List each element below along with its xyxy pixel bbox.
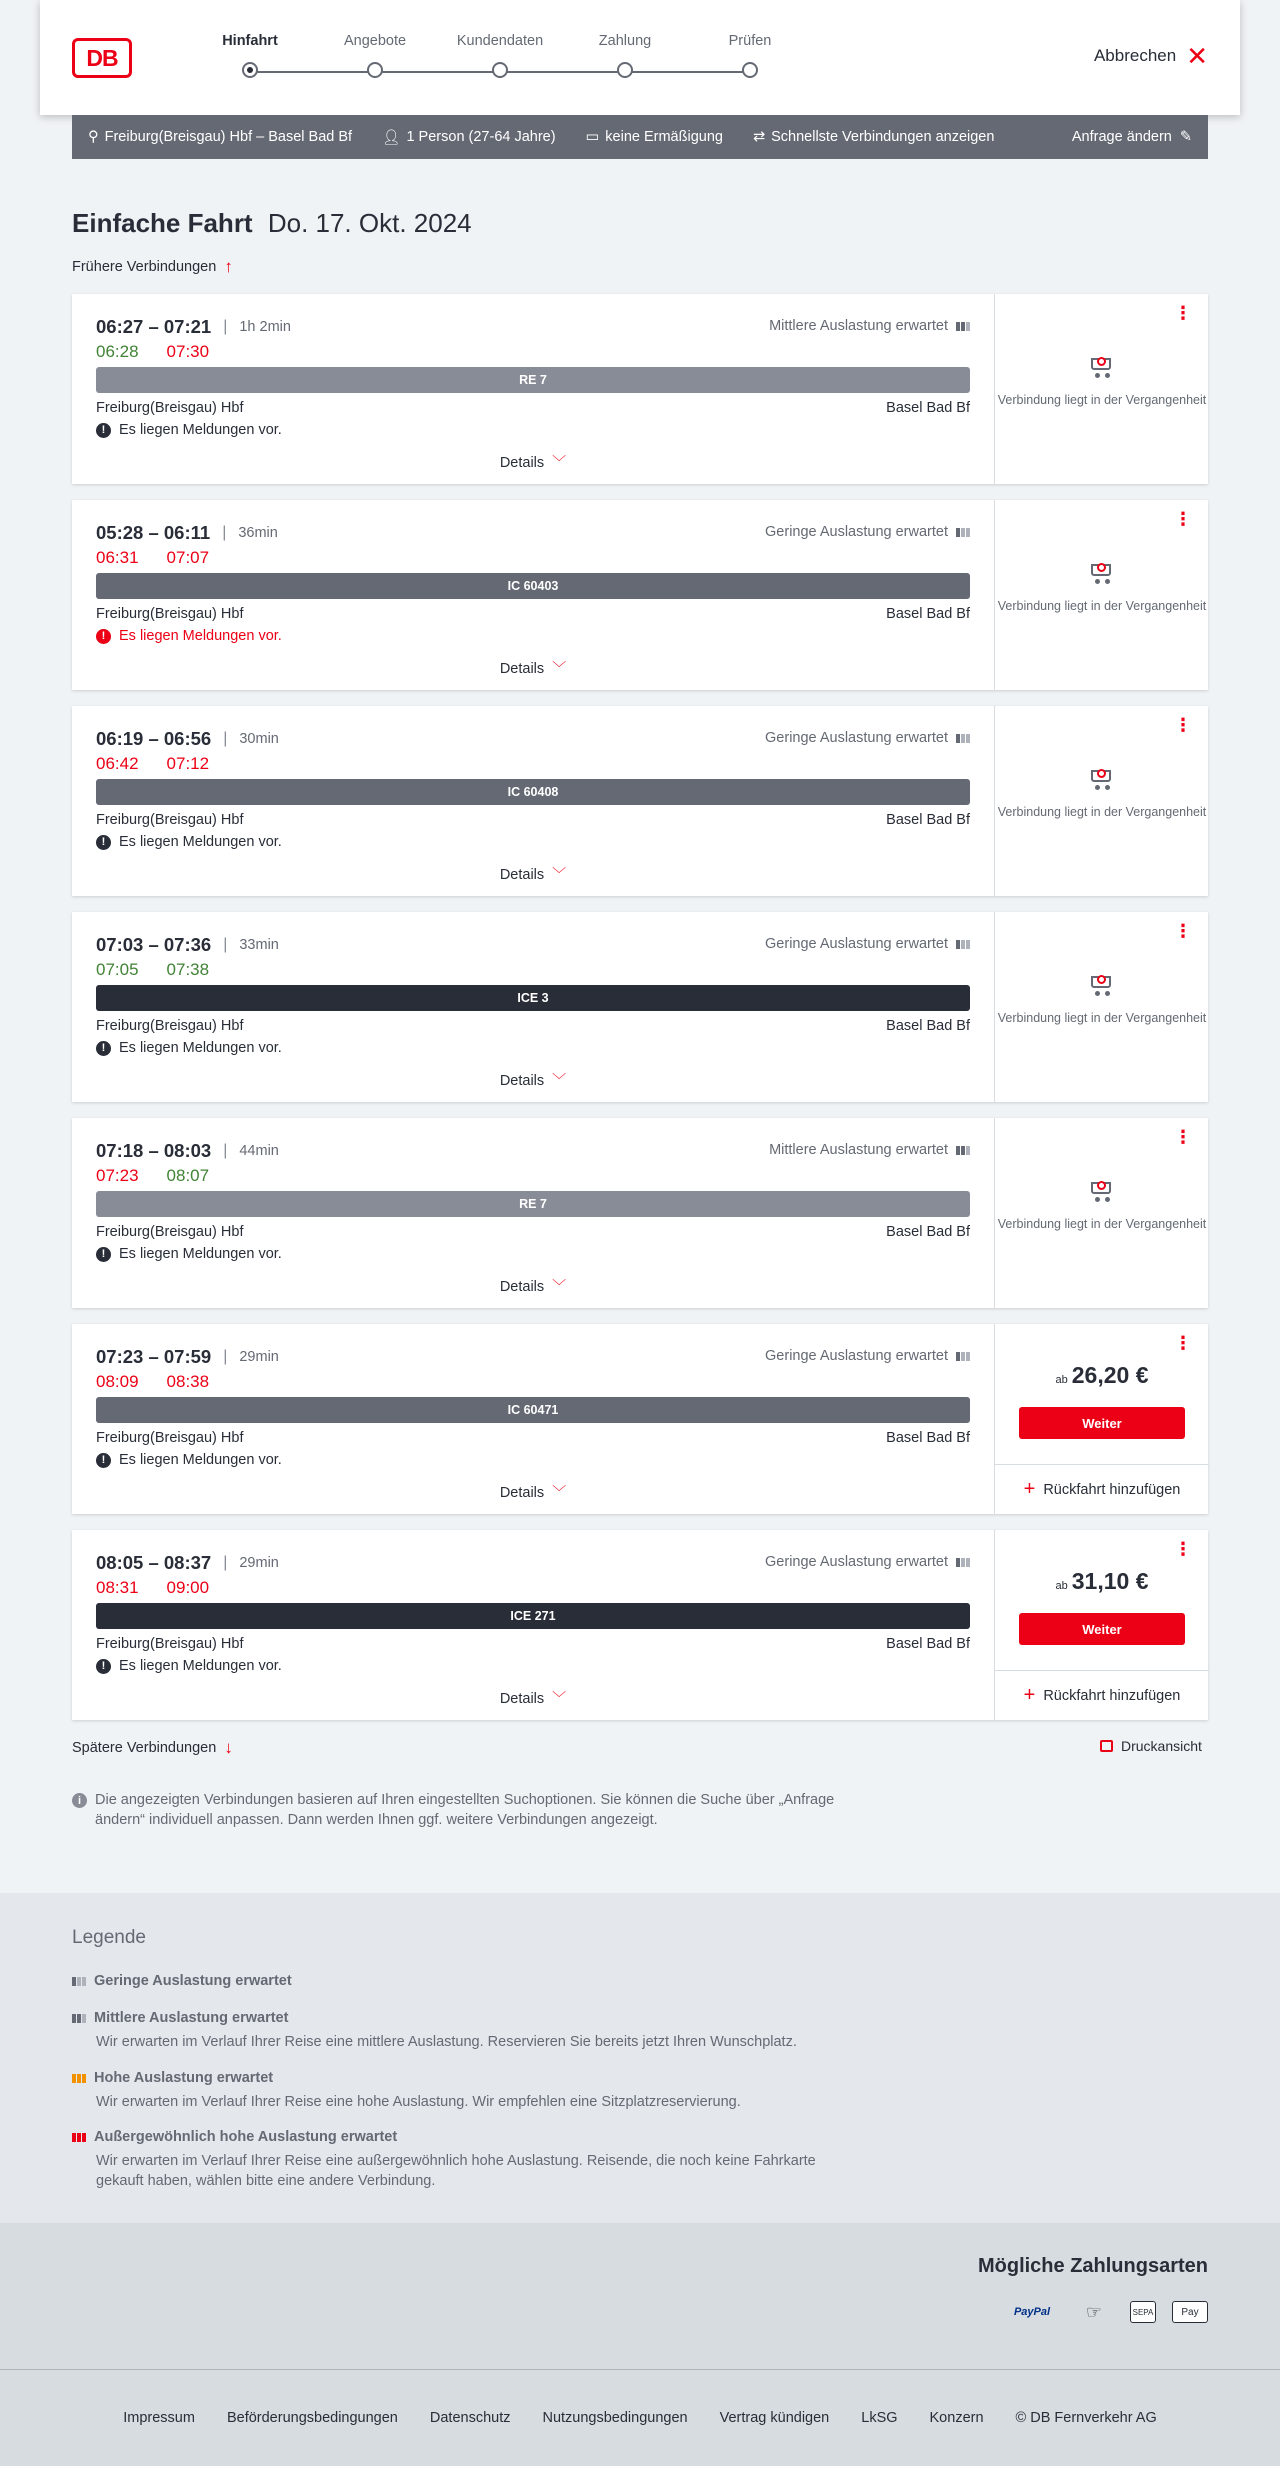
past-connection-text: Verbindung liegt in der Vergangenheit xyxy=(997,599,1207,613)
notice-message xyxy=(96,834,282,850)
train-bar[interactable]: RE 7 xyxy=(96,1191,970,1217)
arrival-station: Basel Bad Bf xyxy=(886,812,970,828)
details-toggle[interactable] xyxy=(96,1482,970,1502)
real-arrival: 08:07 xyxy=(166,1166,210,1185)
past-connection-text: Verbindung liegt in der Vergangenheit xyxy=(997,805,1207,819)
details-toggle[interactable] xyxy=(96,1276,970,1296)
edit-request-label: Anfrage ändern xyxy=(1071,129,1172,145)
notice-text: Es liegen Meldungen vor. xyxy=(119,1452,282,1468)
past-connection-notice xyxy=(995,972,1209,1026)
add-return-label: Rückfahrt hinzufügen xyxy=(1043,1687,1181,1704)
page-title xyxy=(72,208,472,239)
arrival-station: Basel Bad Bf xyxy=(886,1018,970,1034)
departure-station: Freiburg(Breisgau) Hbf xyxy=(96,606,244,622)
footer-link-konzern[interactable]: Konzern xyxy=(929,2410,984,2426)
departure-station: Freiburg(Breisgau) Hbf xyxy=(96,1636,244,1652)
arrival-station: Basel Bad Bf xyxy=(886,1636,970,1652)
details-toggle[interactable] xyxy=(96,1070,970,1090)
more-options-icon[interactable]: ⋮ xyxy=(1174,1333,1192,1353)
cancel-button[interactable] xyxy=(1093,41,1208,71)
planned-time-range: 07:23 – 07:59 xyxy=(96,1346,212,1367)
occupancy-info xyxy=(765,1554,970,1570)
offer-panel xyxy=(994,294,1208,484)
swap-arrows-icon: ⇄ xyxy=(752,129,766,145)
add-return-label: Rückfahrt hinzufügen xyxy=(1043,1481,1181,1498)
arrival-station: Basel Bad Bf xyxy=(886,1224,970,1240)
step-dot xyxy=(242,62,258,78)
legend-section xyxy=(0,1893,1280,2223)
details-label: Details xyxy=(499,1485,545,1501)
price xyxy=(995,1568,1209,1595)
planned-time-range: 06:19 – 06:56 xyxy=(96,728,212,749)
planned-times: 06:27 – 07:21 | 1h 2min xyxy=(96,316,291,337)
duration: 36min xyxy=(238,525,278,541)
offer-panel xyxy=(994,1118,1208,1308)
legend-item-desc: Wir erwarten im Verlauf Ihrer Reise eine mittlere Auslastung. Reservieren Sie bereits jetzt Ihren Wunschplatz. xyxy=(96,2034,797,2050)
connection-info xyxy=(96,500,970,690)
occupancy-info xyxy=(769,318,970,334)
planned-time-range: 07:03 – 07:36 xyxy=(96,934,212,955)
occupancy-icon xyxy=(956,322,970,331)
step-hinfahrt xyxy=(195,32,305,78)
step-dot xyxy=(742,62,758,78)
offer-panel xyxy=(994,1324,1208,1514)
printer-icon xyxy=(1100,1740,1113,1752)
notice-text: Es liegen Meldungen vor. xyxy=(119,628,282,644)
details-toggle[interactable] xyxy=(96,864,970,884)
duration: 1h 2min xyxy=(239,319,291,335)
notice-message xyxy=(96,628,282,644)
footer-link-befoerderung[interactable]: Beförderungsbedingungen xyxy=(226,2410,398,2426)
persons-text: 1 Person (27-64 Jahre) xyxy=(406,129,556,145)
offer-panel xyxy=(994,912,1208,1102)
fastest-summary xyxy=(753,129,994,145)
train-bar[interactable]: ICE 3 xyxy=(96,985,970,1011)
bahncard-icon: ▭ xyxy=(585,129,600,145)
payment-title: Mögliche Zahlungsarten xyxy=(977,2255,1208,2277)
chevron-down-icon: ﹀ xyxy=(552,1278,567,1294)
price-prefix: ab xyxy=(1055,1374,1068,1386)
route-text: Freiburg(Breisgau) Hbf – Basel Bad Bf xyxy=(104,129,353,145)
connection-card xyxy=(72,500,1208,690)
duration: 29min xyxy=(239,1349,279,1365)
add-return-button[interactable] xyxy=(995,1464,1209,1514)
price-value: 26,20 € xyxy=(1071,1362,1149,1388)
real-arrival: 08:38 xyxy=(166,1372,210,1391)
step-zahlung xyxy=(570,32,680,78)
connection-info xyxy=(96,912,970,1102)
details-label: Details xyxy=(499,455,545,471)
continue-button[interactable]: Weiter xyxy=(1019,1407,1185,1439)
real-departure: 07:05 xyxy=(96,960,139,979)
plus-icon: + xyxy=(1023,1478,1036,1500)
notice-message xyxy=(96,1040,282,1056)
connection-card xyxy=(72,1530,1208,1720)
more-options-icon[interactable]: ⋮ xyxy=(1174,1127,1192,1147)
cart-icon xyxy=(1089,560,1115,586)
later-connections-label: Spätere Verbindungen xyxy=(72,1740,217,1756)
cart-icon xyxy=(1089,766,1115,792)
real-arrival: 07:12 xyxy=(166,754,210,773)
occupancy-icon xyxy=(956,940,970,949)
connection-card xyxy=(72,912,1208,1102)
real-departure: 07:23 xyxy=(96,1166,139,1185)
offer-panel xyxy=(994,706,1208,896)
planned-time-range: 07:18 – 08:03 xyxy=(96,1140,212,1161)
discount-text: keine Ermäßigung xyxy=(605,129,723,145)
footer xyxy=(0,2369,1280,2466)
connection-card xyxy=(72,1324,1208,1514)
real-times xyxy=(96,342,209,362)
apple-pay-label: Pay xyxy=(1181,2306,1199,2318)
chevron-down-icon: ﹀ xyxy=(552,1690,567,1706)
train-bar[interactable]: IC 60403 xyxy=(96,573,970,599)
price-prefix: ab xyxy=(1055,1580,1068,1592)
sepa-icon: SEPA xyxy=(1130,2301,1156,2323)
notice-text: Es liegen Meldungen vor. xyxy=(119,1040,282,1056)
step-dot xyxy=(492,62,508,78)
earlier-connections-label: Frühere Verbindungen xyxy=(72,259,217,275)
later-connections-link[interactable] xyxy=(72,1738,233,1758)
exclamation-icon: ! xyxy=(96,1659,111,1674)
footer-link-datenschutz[interactable]: Datenschutz xyxy=(429,2410,511,2426)
connection-info xyxy=(96,1530,970,1720)
exclamation-icon: ! xyxy=(96,629,111,644)
past-connection-notice xyxy=(995,354,1209,408)
exclamation-icon: ! xyxy=(96,1041,111,1056)
planned-times: 08:05 – 08:37 | 29min xyxy=(96,1552,279,1573)
notice-text: Es liegen Meldungen vor. xyxy=(119,1658,282,1674)
payment-methods-section xyxy=(0,2223,1280,2369)
planned-times: 07:23 – 07:59 | 29min xyxy=(96,1346,279,1367)
persons-summary xyxy=(382,129,556,146)
step-label: Angebote xyxy=(343,33,407,49)
occupancy-info xyxy=(765,524,970,540)
more-options-icon[interactable]: ⋮ xyxy=(1174,1539,1192,1559)
arrival-station: Basel Bad Bf xyxy=(886,606,970,622)
legend-item-desc: Wir erwarten im Verlauf Ihrer Reise eine hohe Auslastung. Wir empfehlen eine Sitzplatzreservierung. xyxy=(96,2094,741,2110)
chevron-down-icon: ﹀ xyxy=(552,1072,567,1088)
step-dot xyxy=(367,62,383,78)
notice-message xyxy=(96,422,282,438)
info-note xyxy=(72,1790,852,1830)
occupancy-text: Geringe Auslastung erwartet xyxy=(765,936,948,952)
real-times xyxy=(96,960,209,980)
departure-station: Freiburg(Breisgau) Hbf xyxy=(96,812,244,828)
arrow-down-icon: ↓ xyxy=(224,1738,233,1757)
occupancy-text: Geringe Auslastung erwartet xyxy=(765,1348,948,1364)
occupancy-info xyxy=(765,730,970,746)
duration: 44min xyxy=(239,1143,279,1159)
legend-item-high xyxy=(72,2070,852,2112)
occupancy-high-icon xyxy=(72,2074,86,2083)
real-arrival: 07:38 xyxy=(166,960,210,979)
notice-message xyxy=(96,1452,282,1468)
past-connection-text: Verbindung liegt in der Vergangenheit xyxy=(997,393,1207,407)
legend-title: Legende xyxy=(72,1927,146,1948)
planned-times: 07:18 – 08:03 | 44min xyxy=(96,1140,279,1161)
occupancy-icon xyxy=(956,734,970,743)
details-toggle[interactable] xyxy=(96,658,970,678)
occupancy-text: Geringe Auslastung erwartet xyxy=(765,730,948,746)
details-label: Details xyxy=(499,1691,545,1707)
chevron-down-icon: ﹀ xyxy=(552,454,567,470)
print-view-label: Druckansicht xyxy=(1121,1738,1202,1754)
real-departure: 08:31 xyxy=(96,1578,139,1597)
step-label: Zahlung xyxy=(598,33,652,49)
legend-item-title: Hohe Auslastung erwartet xyxy=(94,2070,274,2086)
occupancy-info xyxy=(765,936,970,952)
departure-station: Freiburg(Breisgau) Hbf xyxy=(96,1018,244,1034)
connection-card xyxy=(72,294,1208,484)
real-departure: 06:28 xyxy=(96,342,139,361)
real-times xyxy=(96,548,209,568)
step-label: Hinfahrt xyxy=(222,33,278,49)
occupancy-text: Geringe Auslastung erwartet xyxy=(765,524,948,540)
notice-text: Es liegen Meldungen vor. xyxy=(119,834,282,850)
cart-icon xyxy=(1089,972,1115,998)
more-options-icon[interactable]: ⋮ xyxy=(1174,715,1192,735)
person-icon: 👤︎ xyxy=(382,129,401,146)
close-icon: ✕ xyxy=(1186,41,1208,71)
step-label: Prüfen xyxy=(728,33,772,49)
more-options-icon[interactable]: ⋮ xyxy=(1174,509,1192,529)
chevron-down-icon: ﹀ xyxy=(552,1484,567,1500)
offer-panel xyxy=(994,1530,1208,1720)
planned-times: 05:28 – 06:11 | 36min xyxy=(96,522,278,543)
exclamation-icon: ! xyxy=(96,1453,111,1468)
info-text: Die angezeigten Verbindungen basieren auf Ihren eingestellten Suchoptionen. Sie können die Suche über „Anfrage ändern“ individuell anpassen. Dann werden Ihnen ggf. weitere Verbindungen angezeigt. xyxy=(95,1792,835,1828)
cart-icon xyxy=(1089,1178,1115,1204)
departure-station: Freiburg(Breisgau) Hbf xyxy=(96,400,244,416)
train-bar[interactable]: IC 60471 xyxy=(96,1397,970,1423)
trip-date: Do. 17. Okt. 2024 xyxy=(267,208,472,238)
details-label: Details xyxy=(499,867,545,883)
step-angebote xyxy=(320,32,430,78)
nfc-icon: ☞ xyxy=(1085,2301,1103,2322)
arrow-up-icon: ↑ xyxy=(224,257,233,276)
price-value: 31,10 € xyxy=(1071,1568,1149,1594)
past-connection-text: Verbindung liegt in der Vergangenheit xyxy=(997,1217,1207,1231)
legend-item-medium xyxy=(72,2010,852,2052)
duration: 29min xyxy=(239,1555,279,1571)
cancel-label: Abbrechen xyxy=(1093,46,1177,65)
chevron-down-icon: ﹀ xyxy=(552,866,567,882)
occupancy-icon xyxy=(956,528,970,537)
past-connection-notice xyxy=(995,1178,1209,1232)
legend-item-desc: Wir erwarten im Verlauf Ihrer Reise eine außergewöhnlich hohe Auslastung. Reisende, die noch keine Fahrkarte gekauft haben, wählen bitte eine andere Verbindung. xyxy=(96,2153,816,2189)
booking-progress xyxy=(210,32,772,82)
connection-info xyxy=(96,1118,970,1308)
footer-link-impressum[interactable]: Impressum xyxy=(123,2410,195,2426)
details-label: Details xyxy=(499,1073,545,1089)
occupancy-icon xyxy=(956,1558,970,1567)
train-bar[interactable]: ICE 271 xyxy=(96,1603,970,1629)
occupancy-text: Mittlere Auslastung erwartet xyxy=(769,1142,948,1158)
legend-item-title: Geringe Auslastung erwartet xyxy=(94,1973,292,1989)
step-kundendaten xyxy=(445,32,555,78)
step-pruefen xyxy=(695,32,805,78)
real-departure: 06:42 xyxy=(96,754,139,773)
step-dot xyxy=(617,62,633,78)
notice-text: Es liegen Meldungen vor. xyxy=(119,1246,282,1262)
notice-message xyxy=(96,1658,282,1674)
duration: 33min xyxy=(239,937,279,953)
print-view-link[interactable] xyxy=(1100,1738,1202,1754)
connection-card xyxy=(72,1118,1208,1308)
real-times xyxy=(96,1578,209,1598)
more-options-icon[interactable]: ⋮ xyxy=(1174,921,1192,941)
planned-times: 07:03 – 07:36 | 33min xyxy=(96,934,279,955)
planned-time-range: 05:28 – 06:11 xyxy=(96,522,211,543)
connection-info xyxy=(96,706,970,896)
pencil-icon: ✎ xyxy=(1179,129,1192,145)
footer-link-kuendigen[interactable]: Vertrag kündigen xyxy=(719,2410,830,2426)
departure-station: Freiburg(Breisgau) Hbf xyxy=(96,1224,244,1240)
fastest-text: Schnellste Verbindungen anzeigen xyxy=(771,129,995,145)
search-summary-bar xyxy=(72,115,1208,159)
real-departure: 08:09 xyxy=(96,1372,139,1391)
past-connection-text: Verbindung liegt in der Vergangenheit xyxy=(997,1011,1207,1025)
past-connection-notice xyxy=(995,766,1209,820)
real-times xyxy=(96,1166,209,1186)
more-options-icon[interactable]: ⋮ xyxy=(1174,303,1192,323)
train-bar[interactable]: RE 7 xyxy=(96,367,970,393)
occupancy-info xyxy=(769,1142,970,1158)
real-times xyxy=(96,754,209,774)
occupancy-medium-icon xyxy=(72,2014,86,2023)
cart-icon xyxy=(1089,354,1115,380)
legend-item-title: Mittlere Auslastung erwartet xyxy=(94,2010,289,2026)
footer-link-nutzung[interactable]: Nutzungsbedingungen xyxy=(542,2410,688,2426)
past-connection-notice xyxy=(995,560,1209,614)
legend-item-low xyxy=(72,1973,852,1989)
step-label: Kundendaten xyxy=(456,33,544,49)
real-arrival: 09:00 xyxy=(166,1578,210,1597)
exclamation-icon: ! xyxy=(96,835,111,850)
real-times xyxy=(96,1372,209,1392)
info-icon: i xyxy=(72,1793,87,1808)
details-toggle[interactable] xyxy=(96,452,970,472)
occupancy-text: Geringe Auslastung erwartet xyxy=(765,1554,948,1570)
arrival-station: Basel Bad Bf xyxy=(886,1430,970,1446)
db-logo[interactable]: DB xyxy=(72,38,132,78)
notice-text: Es liegen Meldungen vor. xyxy=(119,422,282,438)
connection-card xyxy=(72,706,1208,896)
real-departure: 06:31 xyxy=(96,548,139,567)
exclamation-icon: ! xyxy=(96,1247,111,1262)
footer-link-lksg[interactable]: LkSG xyxy=(861,2410,898,2426)
trip-type: Einfache Fahrt xyxy=(72,208,253,238)
connection-info xyxy=(96,1324,970,1514)
occupancy-icon xyxy=(956,1352,970,1361)
price xyxy=(995,1362,1209,1389)
occupancy-very-high-icon xyxy=(72,2133,86,2142)
real-arrival: 07:30 xyxy=(166,342,210,361)
arrival-station: Basel Bad Bf xyxy=(886,400,970,416)
details-label: Details xyxy=(499,1279,545,1295)
paypal-icon: PayPal xyxy=(1013,2306,1051,2318)
notice-message xyxy=(96,1246,282,1262)
edit-request-button[interactable] xyxy=(1072,129,1192,145)
duration: 30min xyxy=(239,731,279,747)
apple-pay-icon xyxy=(1172,2301,1208,2323)
route-summary xyxy=(88,129,352,145)
exclamation-icon: ! xyxy=(96,423,111,438)
occupancy-text: Mittlere Auslastung erwartet xyxy=(769,318,948,334)
planned-time-range: 06:27 – 07:21 xyxy=(96,316,212,337)
occupancy-info xyxy=(765,1348,970,1364)
details-label: Details xyxy=(499,661,545,677)
earlier-connections-link[interactable] xyxy=(72,257,233,277)
offer-panel xyxy=(994,500,1208,690)
chevron-down-icon: ﹀ xyxy=(552,660,567,676)
occupancy-low-icon xyxy=(72,1977,86,1986)
planned-time-range: 08:05 – 08:37 xyxy=(96,1552,212,1573)
legend-item-title: Außergewöhnlich hohe Auslastung erwartet xyxy=(94,2129,398,2145)
connection-info xyxy=(96,294,970,484)
plus-icon: + xyxy=(1023,1684,1036,1706)
location-pin-icon: ⚲ xyxy=(88,129,99,145)
legend-item-very-high xyxy=(72,2129,852,2191)
footer-copyright: © DB Fernverkehr AG xyxy=(1015,2410,1157,2426)
header xyxy=(40,0,1240,115)
train-bar[interactable]: IC 60408 xyxy=(96,779,970,805)
details-toggle[interactable] xyxy=(96,1688,970,1708)
continue-button[interactable]: Weiter xyxy=(1019,1613,1185,1645)
discount-summary xyxy=(586,129,723,145)
occupancy-icon xyxy=(956,1146,970,1155)
add-return-button[interactable] xyxy=(995,1670,1209,1720)
departure-station: Freiburg(Breisgau) Hbf xyxy=(96,1430,244,1446)
real-arrival: 07:07 xyxy=(166,548,210,567)
planned-times: 06:19 – 06:56 | 30min xyxy=(96,728,279,749)
